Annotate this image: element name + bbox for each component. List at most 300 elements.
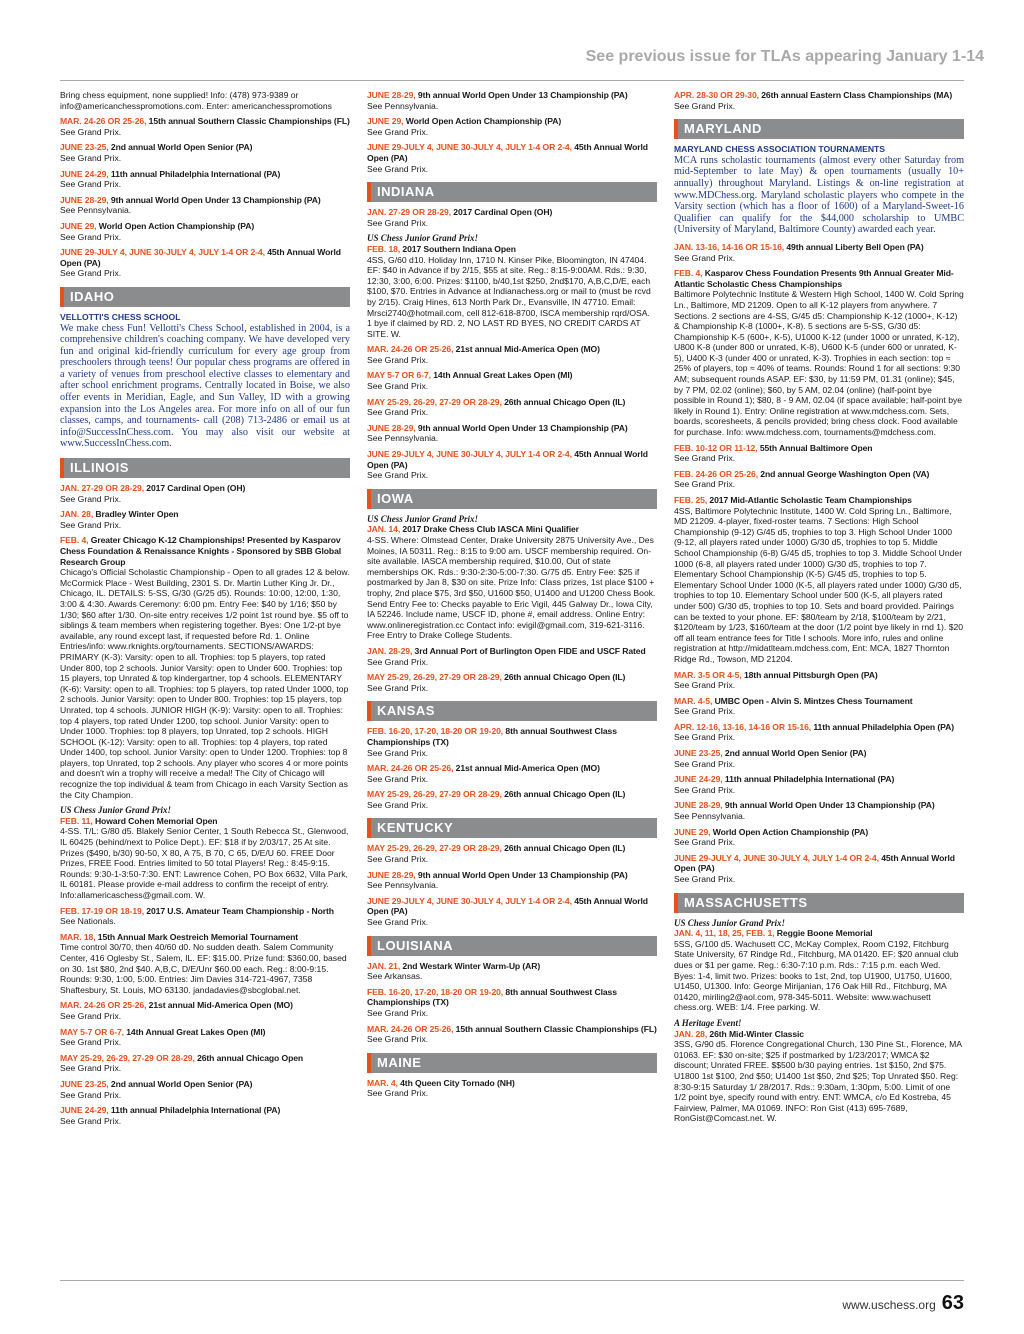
event-title: 45th Annual World Open (PA) <box>367 142 648 163</box>
event-details: See Arkansas. <box>367 971 423 982</box>
event-dates: JUNE 23-25, <box>674 748 723 759</box>
event-details: 4-SS. T/L: G/80 d5. Blakely Senior Center, 1 South Rebecca St., Glenwood, IL 60425 (behind/next to Police Dept.). EF: $18 if by 2/03/17, 25 At site. Prizes ($490, b/30) 90-50, X 80, A 75, B 70, C 65, D/E/U 60. FREE Door Prizes, FREE Food. Entries limited to 50 total Players! Reg.: 8:45-9:15. Rounds: 9:30-1-3:50-7:30. ENT: Lawrence Cohen, PO Box 6632, Villa Park, IL 60181. Please provide e-mail address to confirm the receipt of entry. Info:allamericaschess@gmail.com. W. <box>60 826 349 900</box>
event-header <box>367 344 657 355</box>
event-title: 26th annual Chicago Open <box>197 1052 304 1063</box>
event-details: See Grand Prix. <box>367 1008 429 1018</box>
event-dates: APR. 12-16, 13-16, 14-16 OR 15-16, <box>674 721 812 732</box>
event-dates: JUNE 28-29, <box>367 422 416 433</box>
event-title: 8th annual Southwest Class Championships (TX) <box>367 726 617 747</box>
event-title: 14th Annual Great Lakes Open (MI) <box>126 1026 266 1037</box>
event-listing <box>367 987 657 1019</box>
event-listing <box>60 509 350 530</box>
event-header <box>674 670 964 681</box>
event-details: See Grand Prix. <box>60 268 122 279</box>
event-header <box>60 932 350 943</box>
column-1 <box>60 90 350 1275</box>
event-details: See Grand Prix. <box>60 152 122 163</box>
event-title: 15th annual Southern Classic Championships (FL) <box>148 116 350 127</box>
event-listing <box>60 1105 350 1126</box>
event-listing <box>674 748 964 769</box>
series-tag: US Chess Junior Grand Prix! <box>367 513 479 524</box>
event-details: 5SS, G/100 d5. Wachusett CC, McKay Complex, Room C192, Fitchburg State University, 67 Rindge Rd., Fitchburg, MA 01420. EF: $20 annual club dues or $1 per game. Reg.: 6:30-7:10 p.m. Rds.: 7:15 p.m. each Wed. Byes: 1-4, limit two. Prizes: books to 1st, 2nd, top U1900, U1750, U1600, U1450, U1300. Info: George Mirijanian, 176 Oak Hill Rd., Fitchburg, MA 01420, miriling2@aol.com, 978-345-5011. Website: www.wachusett chess.org. WEB: 1/4. Free parking. W. <box>674 938 959 1013</box>
state-heading: LOUISIANA <box>367 936 657 956</box>
event-header <box>674 853 964 874</box>
event-title: UMBC Open - Alvin S. Mintzes Chess Tournament <box>714 695 913 706</box>
event-title: Reggie Boone Memorial <box>776 928 873 939</box>
event-listing <box>674 800 964 821</box>
event-dates: MAY 25-29, 26-29, 27-29 OR 28-29, <box>367 789 502 800</box>
event-title: 2017 Cardinal Open (OH) <box>453 207 553 218</box>
event-dates: APR. 28-30 OR 29-30, <box>674 90 759 100</box>
event-listing <box>60 142 350 163</box>
column-3 <box>674 90 964 1275</box>
event-dates: JUNE 24-29, <box>60 168 109 179</box>
event-listing <box>60 1000 350 1021</box>
event-dates: FEB. 4, <box>60 535 89 546</box>
event-header <box>367 646 657 657</box>
event-listing <box>60 535 350 800</box>
event-title: 26th Mid-Winter Classic <box>709 1028 804 1039</box>
event-details: See Grand Prix. <box>60 231 122 242</box>
event-title: Howard Cohen Memorial Open <box>94 815 218 826</box>
event-header <box>60 169 350 180</box>
event-listing <box>367 870 657 891</box>
event-details: See Grand Prix. <box>60 126 122 137</box>
event-details: See Grand Prix. <box>367 747 429 758</box>
event-title: 9th annual World Open Under 13 Championship (PA) <box>110 194 321 205</box>
event-listing <box>60 1079 350 1100</box>
event-details: See Grand Prix. <box>674 252 736 263</box>
event-header <box>674 268 964 289</box>
event-listing <box>674 1029 964 1124</box>
event-listing <box>60 169 350 190</box>
event-dates: MAR. 3-5 OR 4-5, <box>674 669 742 680</box>
event-listing <box>367 672 657 693</box>
event-listing <box>674 443 964 464</box>
event-listing <box>367 344 657 365</box>
event-listing <box>60 195 350 216</box>
event-title: 2017 U.S. Amateur Team Championship - North <box>146 905 334 916</box>
event-title: Bradley Winter Open <box>95 509 179 520</box>
event-listing <box>367 843 657 864</box>
event-header <box>367 423 657 434</box>
event-listing <box>367 789 657 810</box>
event-header <box>60 1079 350 1090</box>
event-header <box>60 1105 350 1116</box>
event-listing <box>60 1027 350 1048</box>
event-title: 26th annual Eastern Class Championships (MA) <box>761 90 953 100</box>
event-dates: FEB. 16-20, 17-20, 18-20 OR 19-20, <box>367 986 504 997</box>
event-title: 2017 Drake Chess Club IASCA Mini Qualifier <box>402 524 579 535</box>
event-dates: JUNE 29-JULY 4, JUNE 30-JULY 4, JULY 1-4 OR 2-4, <box>60 247 265 258</box>
event-details: See Grand Prix. <box>674 837 736 848</box>
event-dates: JUNE 24-29, <box>674 774 723 785</box>
event-details: See Grand Prix. <box>60 493 122 504</box>
event-header <box>674 722 964 733</box>
event-listing <box>60 116 350 137</box>
event-details: 3SS, G/90 d5. Florence Congregational Church, 130 Pine St., Florence, MA 01063. EF: $30 on-site; $25 if postmarked by 1/23/2017; WMCA $2 discount; Unrated FREE. $$500 b/30 paying entries. 1st $150, 2nd $75. U1800 1st $100, 2nd $50; U1400 1st $50, 2nd $25; Top Unrated $50. Reg: 8:30-9:15 Saturday 1/ 28/2017. Rds.: 9:30am, 1:30pm, 5:00. Limit of one 1/2 point bye, specify round with entry. ENT: WMCA, c/o Ed Kostreba, 45 Fairview, Palmer, MA 01069. INFO: Ron Gist (413) 695-7689, RonGist@Comcast.net. W. <box>674 1039 962 1124</box>
event-details: Chicago's Official Scholastic Championship - Open to all grades 12 & below. McCormick Place - West Building, 2301 S. Dr. Martin Luther King Jr. Dr., Chicago, IL. DETAILS: 5-SS, G/30 (G/25 d5). Rounds: 10:00, 12:00, 1:30, 3:00 & 4:30. Awards Ceremony: 6:00 pm. Entry Fee: $40 by 1/16; $50 by 1/30; $60 after 1/30. On-site entry receives 1/2 point 1st round bye. $5 off to siblings & team members when registering together. Byes: One 1/2-pt bye available, any round except last, if requested before Rd. 1. Online Entries/info: www.rknights.org/tournaments. SECTIONS/AWARDS: PRIMARY (K-3): Varsity: open to all. Trophies: top 5 players, top rated Under 800, top 2 schools. Junior Varsity: open to Under 600. Trophies: top 15 players, top Unrated & top kindergartner, top 4 schools. ELEMENTARY (K-6): Varsity: open to all. Trophies: top 5 players, top rated Under 1000, top 2 schools. Junior Varsity: open to Under 800. Trophies: top 15 players, top Unrated, top 4 schools. JUNIOR HIGH (K-9): Varsity: open to all. Trophies: top 4 players, top rated Under 1200, top school. Junior Varsity: open to Under 1000. Trophies: top 8 players, top Unrated, top 2 schools. HIGH SCHOOL (K-12): Varsity: open to all. Trophies: top 4 players, top rated Under 1400, top school. Junior Varsity: open to Under 1200. Trophies: top 8 players, top Unrated, top 2 schools. Any player who scores 4 or more points and doesn't win a trophy will receive a medal! The City of Chicago will recognize the top individual & team from Chicago in each Varsity Section as the City Champion. <box>60 567 350 800</box>
event-details: 4-SS. Where: Olmstead Center, Drake University 2875 University Ave., Des Moines, IA 50311. Reg.: 8:15 to 9:00 am. USCF membership required. On-site available. IASCA membership required, $10.00, Out of state memberships OK. Rds.: 9:30-2:30-5:00-7:30. G/75 d5. Entry Fee: $25 if postmarked by Jan 8, $30 on site. Prize Info: Class prizes, 1st place $100 + trophy, 2nd place $75, 3rd $50, U1600 $50, U1400 and U1200 Chess Book. Send Entry Fee to: Checks payable to Eric Vigil, 445 Galway Dr., Iowa City, IA 52246. Include name, USCF ID, phone #, email address. Online Entry: www.onlineregistration.cc Contact info: evigil@gmail.com, 319-621-3116. Free Entry to Drake College Students. <box>367 535 656 641</box>
event-details: See Grand Prix. <box>367 854 429 865</box>
state-heading: MASSACHUSETTS <box>674 893 964 913</box>
event-listing <box>367 423 657 444</box>
event-header <box>367 1078 657 1089</box>
event-title: 9th annual World Open Under 13 Championship (PA) <box>417 422 628 433</box>
event-listing <box>367 896 657 928</box>
event-header <box>60 816 350 827</box>
event-header <box>367 672 657 683</box>
event-listing <box>367 142 657 174</box>
event-dates: JAN. 27-29 OR 28-29, <box>60 483 144 494</box>
event-dates: MAR. 4-5, <box>674 695 713 706</box>
event-details: See Grand Prix. <box>367 1088 429 1099</box>
event-header <box>674 1029 964 1040</box>
header-banner: See previous issue for TLAs appearing January 1-14 <box>585 48 984 65</box>
event-details: 4SS, G/60 d10. Holiday Inn, 1710 N. Kinser Pike, Bloomington, IN 47404. EF: $40 in Advance if by 2/15, $55 at site. Reg.: 8:15-9:00AM. Rds.: 9:30, 12:30, 3:00, 6:00. Prizes: $1100, b/40,1st $250, 2nd$170, A,B,C,D/E, each $100, $70. Entries in Advance at Indianachess.org or mail to (must be rcvd by 2/15). Craig Hines, 613 North Park Dr., Evansville, IN 47710. Email: Mrsci2740@hotmail.com, cell 812-618-8700, ISCA membership rqrd/OSA. 1 bye if claimed by RD. 2, NO LAST RD BYES, NO CREDIT CARDS AT SITE. W. <box>367 254 651 339</box>
event-details: See Grand Prix. <box>674 758 736 769</box>
event-dates: JUNE 29-JULY 4, JUNE 30-JULY 4, JULY 1-4 OR 2-4, <box>674 852 879 863</box>
event-header <box>367 207 657 218</box>
listing-columns <box>60 90 964 1275</box>
event-header <box>674 90 964 101</box>
event-details: See Grand Prix. <box>367 407 429 418</box>
event-header <box>367 789 657 800</box>
event-dates: JUNE 29-JULY 4, JUNE 30-JULY 4, JULY 1-4 OR 2-4, <box>367 142 572 153</box>
event-title: 2017 Cardinal Open (OH) <box>146 483 246 494</box>
event-details: See Grand Prix. <box>367 1034 429 1045</box>
event-details: See Grand Prix. <box>60 1089 122 1100</box>
event-title: 2017 Southern Indiana Open <box>402 243 516 254</box>
event-title: 45th Annual World Open (PA) <box>367 895 648 917</box>
event-listing <box>367 524 657 641</box>
event-dates: JAN. 14, <box>367 524 401 535</box>
event-dates: JUNE 28-29, <box>60 194 109 205</box>
event-details: See Grand Prix. <box>367 163 429 174</box>
event-details: See Grand Prix. <box>674 874 736 884</box>
state-heading: IOWA <box>367 489 657 509</box>
event-dates: JAN. 28, <box>60 509 94 520</box>
event-dates: JUNE 29, <box>60 220 97 231</box>
event-listing <box>367 726 657 758</box>
event-dates: JAN. 13-16, 14-16 OR 15-16, <box>674 241 785 252</box>
event-dates: MAY 25-29, 26-29, 27-29 OR 28-29, <box>367 843 502 854</box>
event-details: See Grand Prix. <box>60 1037 122 1048</box>
event-title: 55th Annual Baltimore Open <box>759 442 873 453</box>
event-header <box>60 142 350 153</box>
event-header <box>674 800 964 811</box>
event-title: 21st annual Mid-America Open (MO) <box>455 763 600 774</box>
event-listing <box>674 469 964 490</box>
event-dates: JUNE 28-29, <box>367 869 416 880</box>
event-dates: JUNE 28-29, <box>367 90 416 100</box>
event-header <box>367 142 657 163</box>
event-details: See Grand Prix. <box>367 773 429 784</box>
event-title: Kasparov Chess Foundation Presents 9th Annual Greater Mid-Atlantic Scholastic Chess Championships <box>674 268 954 289</box>
event-header <box>367 987 657 1008</box>
event-title: 2017 Mid-Atlantic Scholastic Team Championships <box>709 495 912 505</box>
event-dates: JAN. 21, <box>367 960 401 971</box>
event-title: 8th annual Southwest Class Championships (TX) <box>367 986 617 1008</box>
event-dates: JUNE 23-25, <box>60 142 109 153</box>
top-rule <box>60 80 964 81</box>
event-details: See Grand Prix. <box>60 519 122 530</box>
series-tag: US Chess Junior Grand Prix! <box>674 917 786 928</box>
event-title: 26th annual Chicago Open (IL) <box>504 843 626 854</box>
event-details: See Grand Prix. <box>367 656 429 667</box>
event-details: See Grand Prix. <box>674 100 736 111</box>
event-title: 2nd Westark Winter Warm-Up (AR) <box>402 960 541 971</box>
event-details: See Pennsylvania. <box>367 880 439 891</box>
event-dates: FEB. 16-20, 17-20, 18-20 OR 19-20, <box>367 726 504 737</box>
event-details: See Grand Prix. <box>367 381 429 392</box>
event-details: Time control 30/70, then 40/60 d0. No sudden death. Salem Community Center, 416 Oglesby St., Salem, IL. EF: $15.00. Prize fund: $360.00, based on 30. 1st $80, 2nd $40. A,B,C, D/E/Unr $60.00 each. Reg.: 8:00-9:15. Rounds: 9:30, 1:00, 5:00. Entries: Jim Davies 314-721-4967, 7358 Shaftesbury, St. Louis, MO 63130. jandadavies@sbcglobal.net. <box>60 942 347 995</box>
event-header <box>674 443 964 454</box>
event-listing <box>367 90 657 111</box>
event-listing <box>674 242 964 263</box>
event-dates: JAN. 4, 11, 18, 25, FEB. 1, <box>674 928 775 939</box>
event-details: See Pennsylvania. <box>60 205 132 216</box>
event-listing <box>674 853 964 885</box>
event-header <box>367 843 657 854</box>
event-header <box>367 870 657 881</box>
event-header <box>367 961 657 972</box>
event-title: 14th Annual Great Lakes Open (MI) <box>433 370 573 381</box>
event-dates: MAY 25-29, 26-29, 27-29 OR 28-29, <box>367 672 502 683</box>
event-details: See Grand Prix. <box>674 453 736 464</box>
event-header <box>60 509 350 520</box>
event-listing <box>367 763 657 784</box>
event-header <box>367 726 657 747</box>
state-heading: ILLINOIS <box>60 458 350 478</box>
event-header <box>60 483 350 494</box>
event-dates: JAN. 28-29, <box>367 645 413 656</box>
event-title: 11th annual Philadelphia International (PA) <box>110 168 281 179</box>
event-dates: JAN. 27-29 OR 28-29, <box>367 207 451 218</box>
event-header <box>367 449 657 470</box>
event-details: See Pennsylvania. <box>367 100 439 111</box>
event-title: 45th Annual World Open (PA) <box>674 852 955 874</box>
event-dates: FEB. 11, <box>60 815 93 826</box>
event-details: See Grand Prix. <box>674 732 736 743</box>
event-dates: MAR. 18, <box>60 931 96 942</box>
organization-title: VELLOTTI'S CHESS SCHOOL <box>60 311 181 322</box>
event-title: 26th annual Chicago Open (IL) <box>504 789 626 800</box>
event-listing <box>60 816 350 901</box>
event-header <box>674 242 964 253</box>
event-header <box>60 116 350 127</box>
event-details: Baltimore Polytechnic Institute & Western High School, 1400 W. Cold Spring Ln., Baltimore, MD 21209. Open to all K-12 players from anywhere. 7 Sections. 2 sections are 4-SS, G/45 d5: Championship K-12 (1000+, K-12) & Championship K-8 (1000+, K-8). 5 sections are 5-SS, G/30 d5: Championship K-5 (600+, K-5), U1000 K-12 (under 1000 or unrated, K-12), U800 K-8 (under 800 or unrated, K-8), U600 K-5 (under 600 or unrated, K-5), U400 K-3 (under 400 or unrated, K-3). Trophies in each section: top ≈ 25% of players, top ≈ 40% of teams. Rounds: Round 1 for all sections: 9:30 AM; subsequent rounds ASAP. EF: $30, by 11:59 PM, 01.31 (online); $45, by 7 PM, 02.02 (online); $60, by 5 AM, 02.04 (online) (half-point bye possible in Round 1); $80, 8 - 9 AM, 02.04 (if space available; half-point bye likely in Round 1). Entry: Online registration at www.mdchess.com. Sets, boards, scoresheets, & pencils provided; bring chess clock. Food available for purchase. Info: www.mdchess.com, tournaments@mdchess.com. <box>674 289 964 438</box>
event-title: 9th annual World Open Under 13 Championship (PA) <box>417 869 628 880</box>
column-2 <box>367 90 657 1275</box>
event-details: See Grand Prix. <box>367 682 429 693</box>
state-heading: KENTUCKY <box>367 818 657 838</box>
event-dates: FEB. 18, <box>367 243 401 254</box>
event-title: 3rd Annual Port of Burlington Open FIDE and USCF Rated <box>414 645 646 656</box>
event-header <box>674 928 964 939</box>
event-details: See Grand Prix. <box>367 217 429 228</box>
event-details: See Grand Prix. <box>60 179 122 190</box>
event-title: 26th annual Chicago Open (IL) <box>504 672 626 683</box>
event-header <box>674 696 964 707</box>
event-listing <box>367 370 657 391</box>
event-details: See Grand Prix. <box>367 126 429 137</box>
event-title: 15th annual Southern Classic Championships (FL) <box>455 1023 657 1034</box>
event-title: 26th annual Chicago Open (IL) <box>504 396 626 407</box>
event-details: See Grand Prix. <box>367 799 429 810</box>
event-dates: FEB. 17-19 OR 18-19, <box>60 905 144 916</box>
event-dates: FEB. 10-12 OR 11-12, <box>674 442 758 453</box>
state-heading: MAINE <box>367 1053 657 1073</box>
event-dates: JUNE 29, <box>674 826 711 837</box>
event-title: Greater Chicago K-12 Championships! Presented by Kasparov Chess Foundation & Renaissance Knights - Sponsored by SBB Global Research Group <box>60 535 342 567</box>
event-header <box>60 221 350 232</box>
event-header <box>367 524 657 535</box>
event-details: See Grand Prix. <box>367 470 429 481</box>
event-header <box>60 906 350 917</box>
event-header <box>367 763 657 774</box>
continued-note: Bring chess equipment, none supplied! Info: (478) 973-9389 or info@americanchesspromotions.com. Enter: americanchesspromotions <box>60 90 332 111</box>
event-dates: MAY 5-7 OR 6-7, <box>60 1026 124 1037</box>
event-details: See Grand Prix. <box>674 479 736 490</box>
event-dates: FEB. 25, <box>674 495 708 505</box>
event-dates: JAN. 28, <box>674 1028 708 1039</box>
event-listing <box>674 90 964 111</box>
event-title: World Open Action Championship (PA) <box>712 826 869 837</box>
page-number: 63 <box>941 1292 964 1314</box>
state-heading: MARYLAND <box>674 119 964 139</box>
event-details: See Grand Prix. <box>60 1063 122 1074</box>
event-listing <box>367 397 657 418</box>
event-header <box>367 896 657 917</box>
event-listing <box>60 483 350 504</box>
event-listing <box>674 928 964 1013</box>
event-listing <box>674 722 964 743</box>
event-title: 11th annual Philadelphia International (PA) <box>724 774 895 785</box>
event-title: 9th annual World Open Under 13 Championship (PA) <box>417 90 628 100</box>
event-details: See Pennsylvania. <box>674 811 746 822</box>
event-dates: FEB. 24-26 OR 25-26, <box>674 468 758 479</box>
event-title: 11th annual Philadelphia Open (PA) <box>813 721 954 732</box>
event-details: See Grand Prix. <box>674 706 736 717</box>
event-header <box>674 774 964 785</box>
event-dates: JUNE 23-25, <box>60 1078 109 1089</box>
state-heading: IDAHO <box>60 287 350 307</box>
event-title: 2nd annual World Open Senior (PA) <box>110 1078 253 1089</box>
event-listing <box>60 932 350 996</box>
event-listing <box>60 906 350 927</box>
event-dates: JUNE 29-JULY 4, JUNE 30-JULY 4, JULY 1-4 OR 2-4, <box>367 449 572 460</box>
series-tag: US Chess Junior Grand Prix! <box>60 805 172 816</box>
event-listing <box>674 827 964 848</box>
bottom-rule <box>60 1280 964 1281</box>
event-dates: FEB. 4, <box>674 268 703 279</box>
event-header <box>674 495 964 506</box>
event-details: See Nationals. <box>60 916 116 927</box>
event-listing <box>367 1024 657 1045</box>
event-listing <box>367 1078 657 1099</box>
event-dates: JUNE 29, <box>367 116 404 127</box>
event-header <box>674 827 964 838</box>
event-dates: MAY 5-7 OR 6-7, <box>367 370 431 381</box>
organization-description: We make chess Fun! Vellotti's Chess School, established in 2004, is a comprehensive children's coaching company. We have developed very fun and original kid-friendly curriculum for every age group from preschoolers through teens! Our popular chess programs are offered in a variety of venues from preschool elective classes to elementary and after school enrichment programs. Centrally located in Boise, we also offer events in Meridian, Eagle, and Sun Valley, ID with a growing expansion into the Los Angeles area. For more info on all of our fun classes, camps, and tournaments- call (208) 713-2486 or email us at info@SuccessInChess.com. You may also visit our website at www.SuccessInChess.com. <box>60 322 350 450</box>
event-header <box>60 195 350 206</box>
event-title: 45th Annual World Open (PA) <box>60 247 341 268</box>
event-listing <box>674 696 964 717</box>
event-title: 2nd annual World Open Senior (PA) <box>110 142 253 153</box>
event-listing <box>367 207 657 228</box>
event-header <box>674 748 964 759</box>
event-listing <box>674 670 964 691</box>
event-dates: MAY 25-29, 26-29, 27-29 OR 28-29, <box>367 396 502 407</box>
event-header <box>674 469 964 480</box>
event-header <box>367 370 657 381</box>
state-heading: INDIANA <box>367 182 657 202</box>
event-title: 21st annual Mid-America Open (MO) <box>455 344 600 355</box>
page-footer <box>842 1292 964 1315</box>
event-dates: MAR. 24-26 OR 25-26, <box>60 116 147 127</box>
event-header <box>367 116 657 127</box>
event-listing <box>60 221 350 242</box>
event-dates: JUNE 28-29, <box>674 800 723 811</box>
event-dates: MAR. 24-26 OR 25-26, <box>367 1023 454 1034</box>
event-title: 2nd annual George Washington Open (VA) <box>760 468 930 479</box>
event-dates: JUNE 24-29, <box>60 1105 109 1116</box>
event-listing <box>674 268 964 438</box>
event-title: 45th Annual World Open (PA) <box>367 449 648 470</box>
event-dates: MAR. 4, <box>367 1077 398 1088</box>
organization-description: MCA runs scholastic tournaments (almost every other Saturday from mid-September to late May) & open tournaments (usually 10+ annually) throughout Maryland. Listings & on-line registration at www.MDChess.org. Maryland scholastic players who compete in the Varsity section (which has a floor of 1600) of a Maryland-Sweet-16 Qualifier can qualify for the $44,000 scholarship to UMBC (University of Maryland, Baltimore County) awarded each year. <box>674 154 964 236</box>
event-title: 18th annual Pittsburgh Open (PA) <box>743 669 878 680</box>
series-tag: A Heritage Event! <box>674 1017 742 1028</box>
event-dates: MAR. 24-26 OR 25-26, <box>60 1000 147 1011</box>
event-title: 4th Queen City Tornado (NH) <box>400 1077 515 1088</box>
event-title: World Open Action Championship (PA) <box>98 220 255 231</box>
event-details: See Grand Prix. <box>60 1115 122 1126</box>
event-header <box>60 1027 350 1038</box>
event-details: See Grand Prix. <box>674 784 736 795</box>
event-listing <box>367 244 657 339</box>
event-title: 21st annual Mid-America Open (MO) <box>148 1000 293 1011</box>
event-title: 49th annual Liberty Bell Open (PA) <box>786 241 924 252</box>
event-header <box>60 247 350 268</box>
state-heading: KANSAS <box>367 701 657 721</box>
event-listing <box>367 646 657 667</box>
event-dates: MAY 25-29, 26-29, 27-29 OR 28-29, <box>60 1052 195 1063</box>
event-listing <box>60 247 350 279</box>
event-title: 2nd annual World Open Senior (PA) <box>724 748 867 759</box>
event-dates: MAR. 24-26 OR 25-26, <box>367 763 454 774</box>
event-header <box>60 1053 350 1064</box>
event-details: See Grand Prix. <box>367 354 429 365</box>
event-header <box>367 397 657 408</box>
event-listing <box>60 1053 350 1074</box>
event-listing <box>367 449 657 481</box>
event-details: See Grand Prix. <box>674 680 736 691</box>
event-listing <box>367 116 657 137</box>
event-dates: JUNE 29-JULY 4, JUNE 30-JULY 4, JULY 1-4 OR 2-4, <box>367 895 572 906</box>
event-dates: MAR. 24-26 OR 25-26, <box>367 344 454 355</box>
event-listing <box>367 961 657 982</box>
event-header <box>367 90 657 101</box>
event-header <box>367 244 657 255</box>
event-title: World Open Action Championship (PA) <box>405 116 562 127</box>
event-title: 11th annual Philadelphia International (PA) <box>110 1105 281 1116</box>
event-details: See Pennsylvania. <box>367 433 439 444</box>
event-header <box>60 535 350 567</box>
organization-title: MARYLAND CHESS ASSOCIATION TOURNAMENTS <box>674 144 886 155</box>
event-listing <box>674 495 964 665</box>
